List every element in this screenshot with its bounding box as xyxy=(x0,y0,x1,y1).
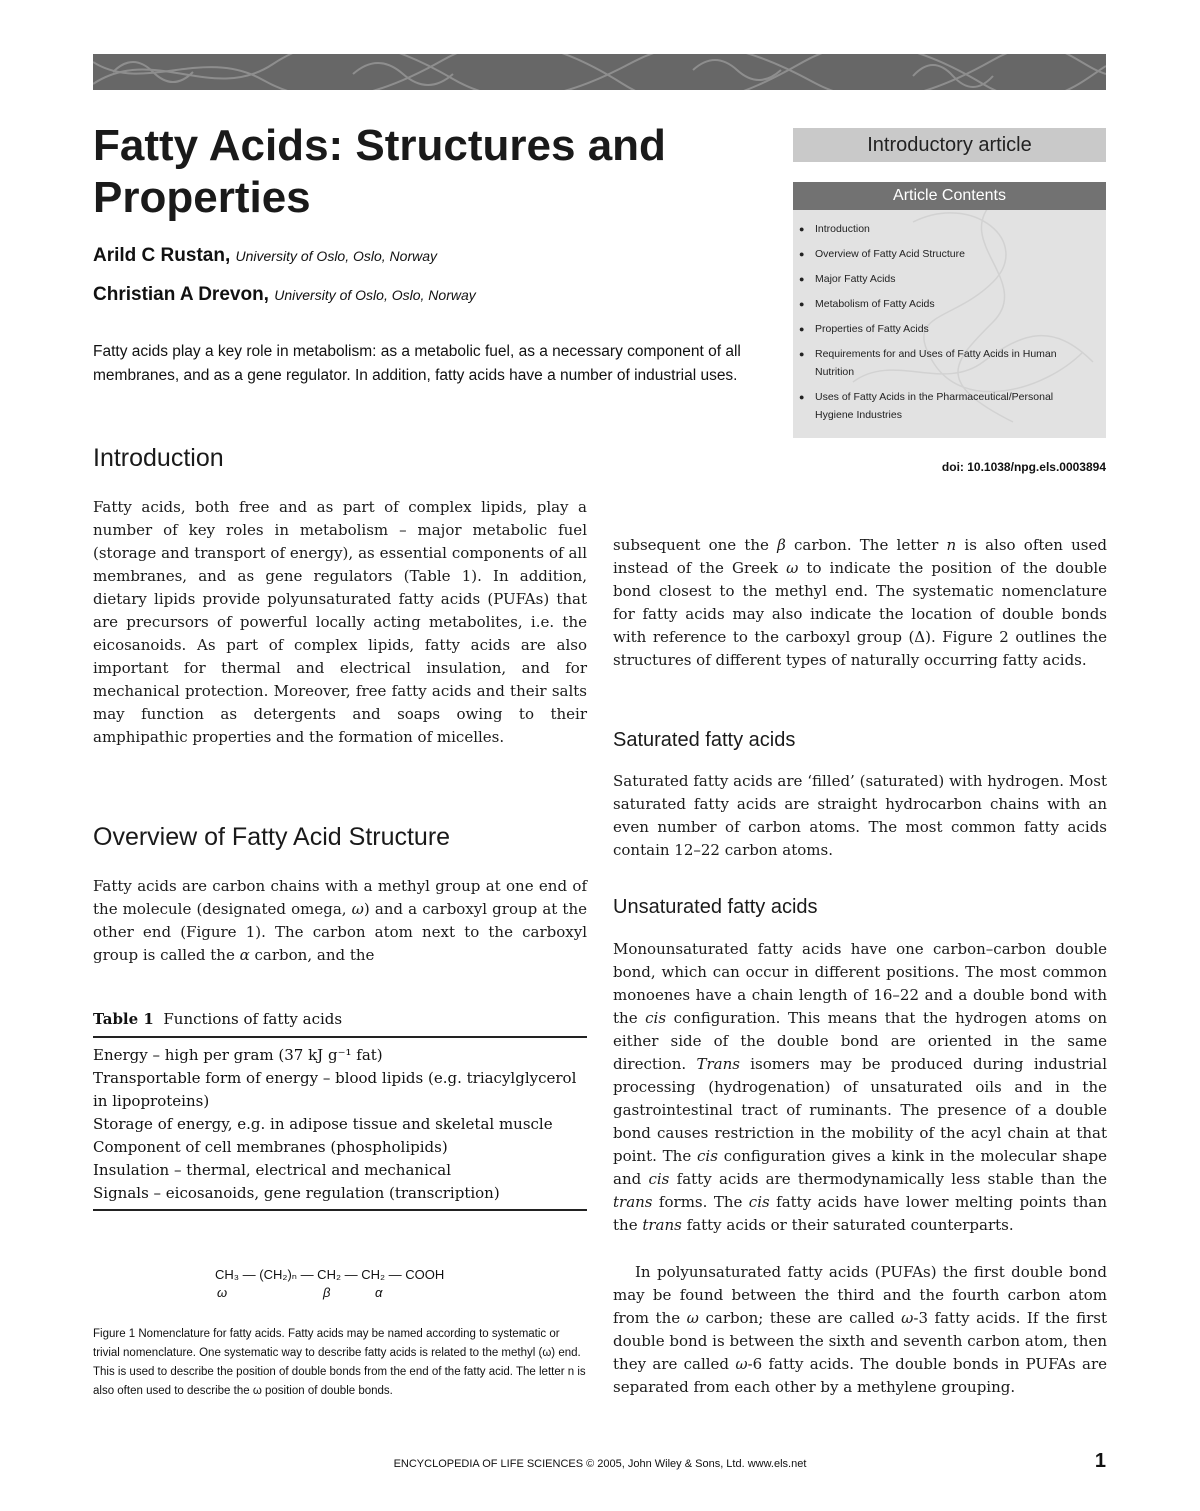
article-type-label: Introductory article xyxy=(793,128,1106,162)
text-run: -3 fatty acids. If the first double bond is between the sixth and seventh carbon atom, then they are called xyxy=(613,1309,1107,1373)
term-cis: cis xyxy=(648,1170,670,1188)
greek-omega: ω xyxy=(901,1309,914,1327)
introduction-text: Fatty acids, both free and as part of complex lipids, play a number of key roles in metabolism – major metabolic fuel (storage and transport of energy), as essential components of all membranes, and as gene regulators (Table 1). In addition, dietary lipids provide polyunsaturated fatty acids (PUFAs) that are precursors of powerful locally acting metabolites, i.e. the eicosanoids. As part of complex lipids, fatty acids are also important for thermal and electrical insulation, and for mechanical protection. Moreover, free fatty acids and their salts may function as detergents and soaps owing to their amphipathic properties and the formation of micelles. xyxy=(93,498,587,746)
text-run: ) and a carboxyl group at the other end (Figure 1). The carbon atom next to the carboxyl group is called the xyxy=(93,900,587,964)
author-name: Christian A Drevon, xyxy=(93,284,269,305)
omega-label: ω xyxy=(217,1285,228,1300)
contents-item-label: Uses of Fatty Acids in the Pharmaceutical/Personal Hygiene Industries xyxy=(815,391,1054,421)
doi-link[interactable]: doi: 10.1038/npg.els.0003894 xyxy=(941,460,1106,474)
term-trans: Trans xyxy=(696,1055,740,1073)
contents-item-label: Requirements for and Uses of Fatty Acids in Human Nutrition xyxy=(815,348,1057,378)
unsaturated-paragraph-2 xyxy=(613,1261,1107,1399)
section-heading-introduction: Introduction xyxy=(93,444,224,472)
beta-label: β xyxy=(323,1285,331,1300)
author-affiliation: University of Oslo, Oslo, Norway xyxy=(274,287,476,303)
contents-item-label: Properties of Fatty Acids xyxy=(815,323,929,335)
contents-item-label: Introduction xyxy=(815,223,870,235)
author-affiliation: University of Oslo, Oslo, Norway xyxy=(235,248,438,264)
bullet-icon: ● xyxy=(799,249,805,259)
header-banner xyxy=(93,54,1106,90)
table-row: Transportable form of energy – blood lipids (e.g. triacylglycerol in lipoproteins) xyxy=(93,1069,577,1110)
author-name: Arild C Rustan, xyxy=(93,245,231,266)
table-row: Storage of energy, e.g. in adipose tissue and skeletal muscle xyxy=(93,1115,553,1133)
contents-link-metabolism[interactable] xyxy=(799,295,1092,313)
alpha-label: α xyxy=(375,1285,383,1300)
contents-item-label: Major Fatty Acids xyxy=(815,273,896,285)
contents-link-industry-uses[interactable] xyxy=(799,388,1092,424)
text-run: configuration. This means that the hydrogen atoms on either side of the double bond are oriented in the same direction. xyxy=(613,1009,1107,1073)
formula-position-labels xyxy=(215,1285,444,1303)
contents-list xyxy=(793,210,1106,424)
table-row: Insulation – thermal, electrical and mechanical xyxy=(93,1161,452,1179)
contents-heading: Article Contents xyxy=(793,182,1106,210)
abstract: Fatty acids play a key role in metabolism: as a metabolic fuel, as a necessary component of all membranes, and as a gene regulator. In addition, fatty acids have a number of industrial uses. xyxy=(93,343,741,384)
figure-1-caption: Figure 1 Nomenclature for fatty acids. Fatty acids may be named according to systematic or trivial nomenclature. One systematic way to describe fatty acids is related to the methyl (ω) end. This is used to describe the position of double bonds from the end of the fatty acid. The letter n is also often used to describe the ω position of double bonds. xyxy=(93,1328,586,1397)
text-run: fatty acids or their saturated counterparts. xyxy=(681,1216,1014,1234)
page-number: 1 xyxy=(1094,1450,1106,1472)
text-run: carbon. The letter xyxy=(785,536,947,554)
unsaturated-paragraph-1 xyxy=(613,938,1107,1237)
term-trans: trans xyxy=(642,1216,682,1234)
term-cis: cis xyxy=(697,1147,718,1165)
text-run: configuration gives a kink in the molecular shape and xyxy=(613,1147,1107,1188)
table-bottom-rule xyxy=(93,1209,587,1211)
text-run: forms. The xyxy=(652,1193,749,1211)
author-1 xyxy=(93,245,437,267)
contents-item-label: Overview of Fatty Acid Structure xyxy=(815,248,965,260)
bullet-icon: ● xyxy=(799,349,805,359)
greek-omega: ω xyxy=(686,1309,699,1327)
bullet-icon: ● xyxy=(799,299,805,309)
greek-omega: ω xyxy=(351,900,364,918)
term-cis: cis xyxy=(748,1193,770,1211)
overview-continuation-text xyxy=(613,534,1107,672)
saturated-text: Saturated fatty acids are ‘filled’ (saturated) with hydrogen. Most saturated fatty acids are straight hydrocarbon chains with an even number of carbon atoms. The most common fatty acids contain 12–22 carbon atoms. xyxy=(613,772,1107,859)
subsection-heading-saturated: Saturated fatty acids xyxy=(613,729,796,751)
text-run: carbon, and the xyxy=(249,946,375,964)
greek-alpha: α xyxy=(239,946,250,964)
text-run: Monounsaturated fatty acids have one carbon–carbon double bond, which can occur in different positions. The most common monoenes have a chain length of 16–22 and a double bond with the xyxy=(613,940,1107,1027)
text-run: fatty acids have lower melting points than the xyxy=(613,1193,1107,1234)
text-run: to indicate the position of the double bond closest to the methyl end. The systematic nomenclature for fatty acids may also indicate the location of double bonds with reference to the carboxyl group (Δ). Figure 2 outlines the structures of different types of naturally occurring fatty acids. xyxy=(613,559,1108,669)
table-1 xyxy=(93,1010,587,1211)
table-row: Energy – high per gram (37 kJ g⁻¹ fat) xyxy=(93,1046,383,1064)
author-2 xyxy=(93,284,476,306)
contents-link-properties[interactable] xyxy=(799,320,1092,338)
term-cis: cis xyxy=(645,1009,667,1027)
text-run: isomers may be produced during industrial processing (hydrogenation) of unsaturated oils and in the gastrointestinal tract of ruminants. The presence of a double bond causes restriction in the mobility of the acyl chain at that point. The xyxy=(613,1055,1107,1165)
figure-1-formula xyxy=(215,1267,444,1303)
text-run: Fatty acids are carbon chains with a methyl group at one end of the molecule (designated omega, xyxy=(93,877,587,918)
text-run: In polyunsaturated fatty acids (PUFAs) the first double bond may be found between the third and the fourth carbon atom from the xyxy=(613,1263,1107,1327)
table-title: Functions of fatty acids xyxy=(163,1010,343,1028)
article-contents-box xyxy=(793,182,1106,438)
bullet-icon: ● xyxy=(799,392,805,402)
bullet-icon: ● xyxy=(799,224,805,234)
page-footer: ENCYCLOPEDIA OF LIFE SCIENCES © 2005, John Wiley & Sons, Ltd. www.els.net xyxy=(393,1458,807,1470)
table-row: Signals – eicosanoids, gene regulation (transcription) xyxy=(93,1184,500,1202)
text-run: subsequent one the xyxy=(613,536,778,554)
text-run: carbon; these are called xyxy=(698,1309,902,1327)
subsection-heading-unsaturated: Unsaturated fatty acids xyxy=(613,896,818,918)
contents-link-introduction[interactable] xyxy=(799,220,1092,238)
letter-n: n xyxy=(946,536,957,554)
greek-omega: ω xyxy=(735,1355,748,1373)
table-label: Table 1 xyxy=(93,1010,154,1028)
table-body xyxy=(93,1038,587,1209)
term-trans: trans xyxy=(613,1193,653,1211)
bullet-icon: ● xyxy=(799,324,805,334)
greek-beta: β xyxy=(777,536,786,554)
table-row: Component of cell membranes (phospholipids) xyxy=(93,1138,448,1156)
contents-link-major-fatty-acids[interactable] xyxy=(799,270,1092,288)
contents-item-label: Metabolism of Fatty Acids xyxy=(815,298,935,310)
section-heading-overview: Overview of Fatty Acid Structure xyxy=(93,823,451,851)
greek-omega: ω xyxy=(786,559,799,577)
contents-link-overview[interactable] xyxy=(799,245,1092,263)
text-run: is also often used instead of the Greek xyxy=(613,536,1107,577)
banner-swirl-pattern xyxy=(93,54,1106,90)
article-title: Fatty Acids: Structures and Properties xyxy=(93,121,666,222)
text-run: -6 fatty acids. The double bonds in PUFAs are separated from each other by a methylene grouping. xyxy=(613,1355,1107,1396)
contents-link-requirements[interactable] xyxy=(799,345,1092,381)
table-caption xyxy=(93,1010,587,1028)
overview-text xyxy=(93,875,587,967)
bullet-icon: ● xyxy=(799,274,805,284)
fatty-acid-formula: CH₃ — (CH₂)ₙ — CH₂ — CH₂ — COOH xyxy=(215,1267,445,1282)
text-run: fatty acids are thermodynamically less stable than the xyxy=(669,1170,1107,1188)
